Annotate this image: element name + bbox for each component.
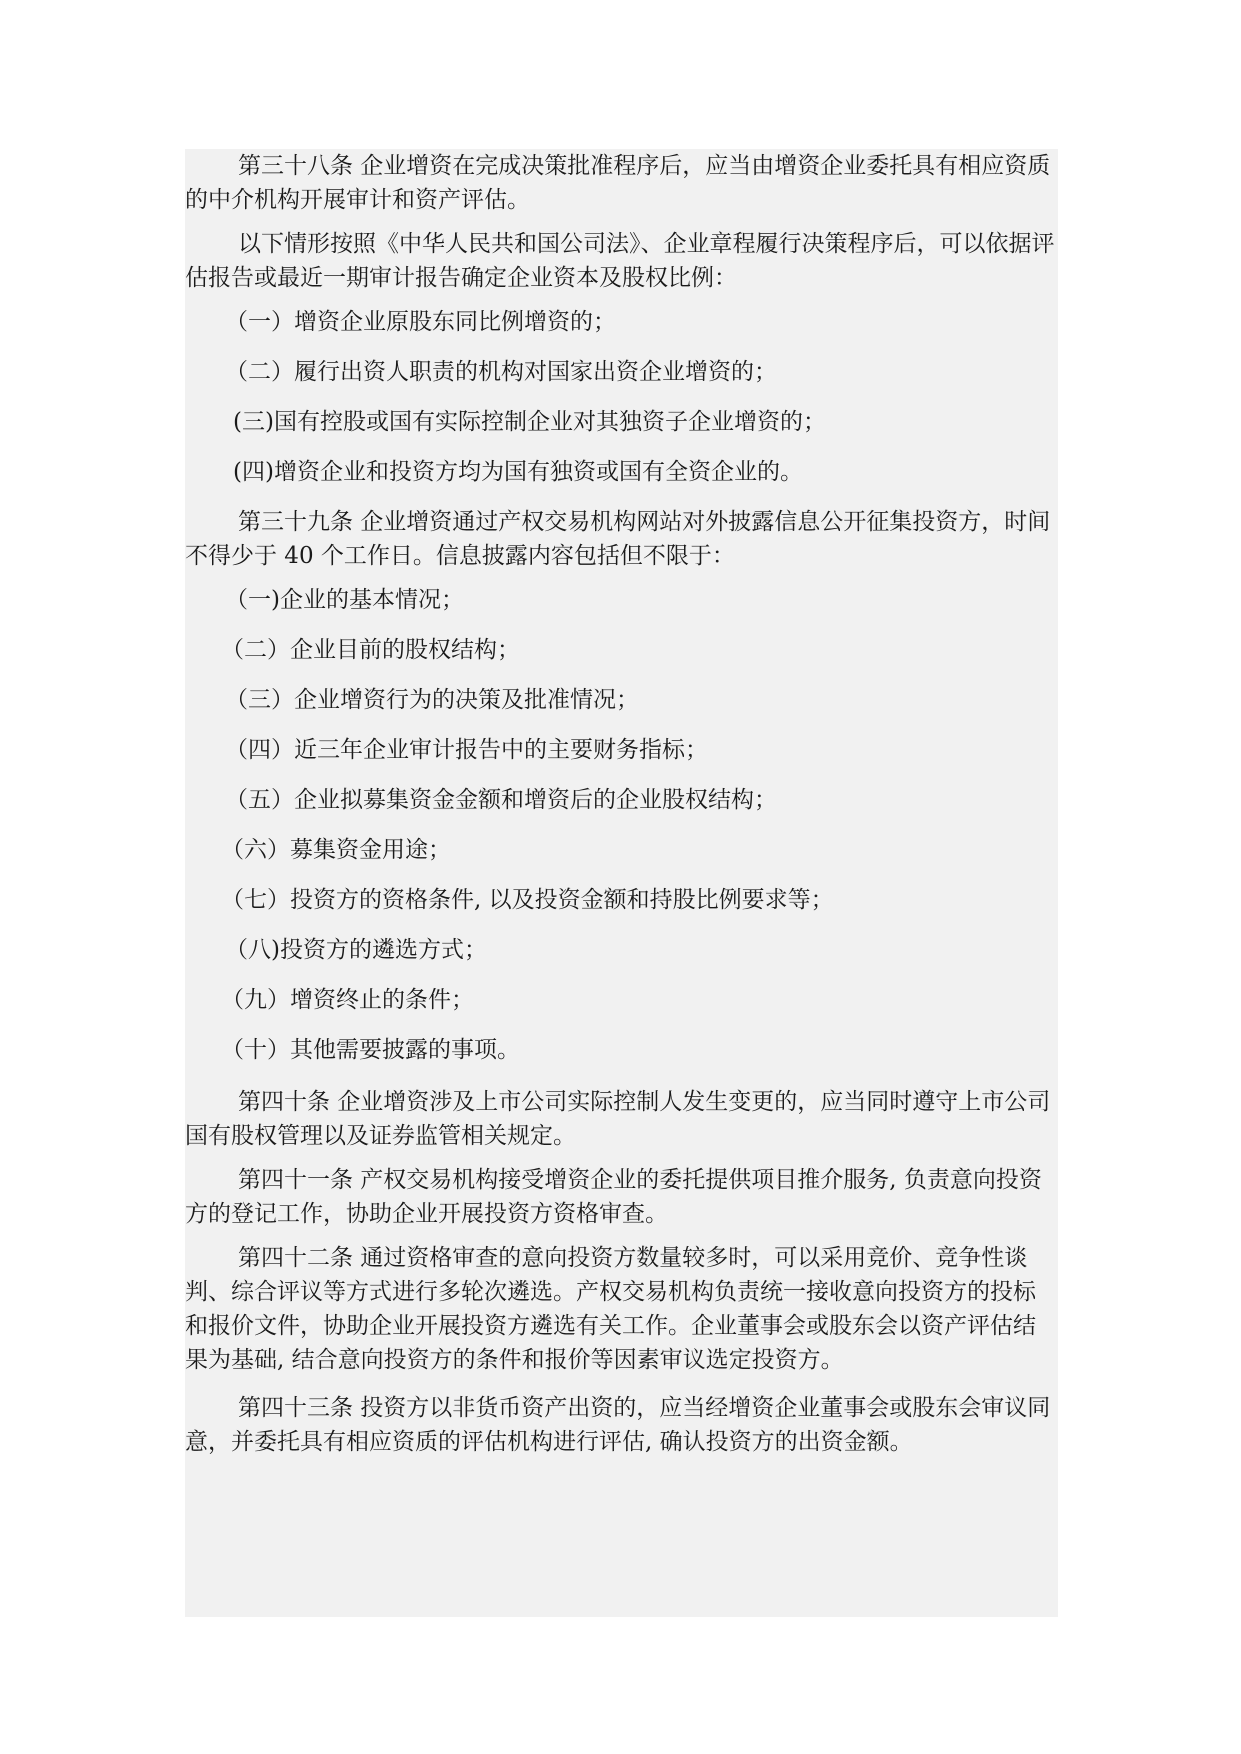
document-content-block xyxy=(185,149,1058,1617)
article-39-item-8: （八)投资方的遴选方式； xyxy=(225,937,487,963)
article-38-item-4: (四)增资企业和投资方均为国有独资或国有全资企业的。 xyxy=(233,459,803,485)
article-39-item-4: （四）近三年企业审计报告中的主要财务指标； xyxy=(225,737,708,763)
article-39-item-1: （一)企业的基本情况； xyxy=(225,587,464,613)
article-38-item-3: (三)国有控股或国有实际控制企业对其独资子企业增资的； xyxy=(233,409,826,435)
article-40: 第四十条 企业增资涉及上市公司实际控制人发生变更的，应当同时遵守上市公司国有股权管理以及证券监管相关规定。 xyxy=(185,1089,1051,1149)
article-39-item-7: （七）投资方的资格条件, 以及投资金额和持股比例要求等； xyxy=(221,887,834,913)
article-39-item-5: （五）企业拟募集资金金额和增资后的企业股权结构； xyxy=(225,787,777,813)
article-41: 第四十一条 产权交易机构接受增资企业的委托提供项目推介服务, 负责意向投资方的登记工作，协助企业开展投资方资格审查。 xyxy=(185,1167,1042,1227)
article-39-item-10: （十）其他需要披露的事项。 xyxy=(221,1037,520,1063)
article-38: 第三十八条 企业增资在完成决策批准程序后，应当由增资企业委托具有相应资质的中介机构开展审计和资产评估。 xyxy=(185,153,1051,213)
article-39-item-6: （六）募集资金用途； xyxy=(221,837,451,863)
article-39-item-3: （三）企业增资行为的决策及批准情况； xyxy=(225,687,639,713)
article-39-item-9: （九）增资终止的条件； xyxy=(221,987,474,1013)
article-38-conditions: 以下情形按照《中华人民共和国公司法》、企业章程履行决策程序后，可以依据评估报告或最近一期审计报告确定企业资本及股权比例： xyxy=(185,231,1055,291)
article-42: 第四十二条 通过资格审查的意向投资方数量较多时，可以采用竞价、竞争性谈判、综合评议等方式进行多轮次遴选。产权交易机构负责统一接收意向投资方的投标和报价文件，协助企业开展投资方遴选有关工作。企业董事会或股东会以资产评估结果为基础, 结合意向投资方的条件和报价等因素审议选定投资方。 xyxy=(185,1245,1036,1373)
article-39-item-2: （二）企业目前的股权结构； xyxy=(221,637,520,663)
article-38-item-1: （一）增资企业原股东同比例增资的； xyxy=(225,309,616,335)
article-38-item-2: （二）履行出资人职责的机构对国家出资企业增资的； xyxy=(225,359,777,385)
article-39: 第三十九条 企业增资通过产权交易机构网站对外披露信息公开征集投资方，时间不得少于 40 个工作日。信息披露内容包括但不限于： xyxy=(185,509,1051,569)
article-43: 第四十三条 投资方以非货币资产出资的，应当经增资企业董事会或股东会审议同意，并委托具有相应资质的评估机构进行评估, 确认投资方的出资金额。 xyxy=(185,1395,1051,1455)
